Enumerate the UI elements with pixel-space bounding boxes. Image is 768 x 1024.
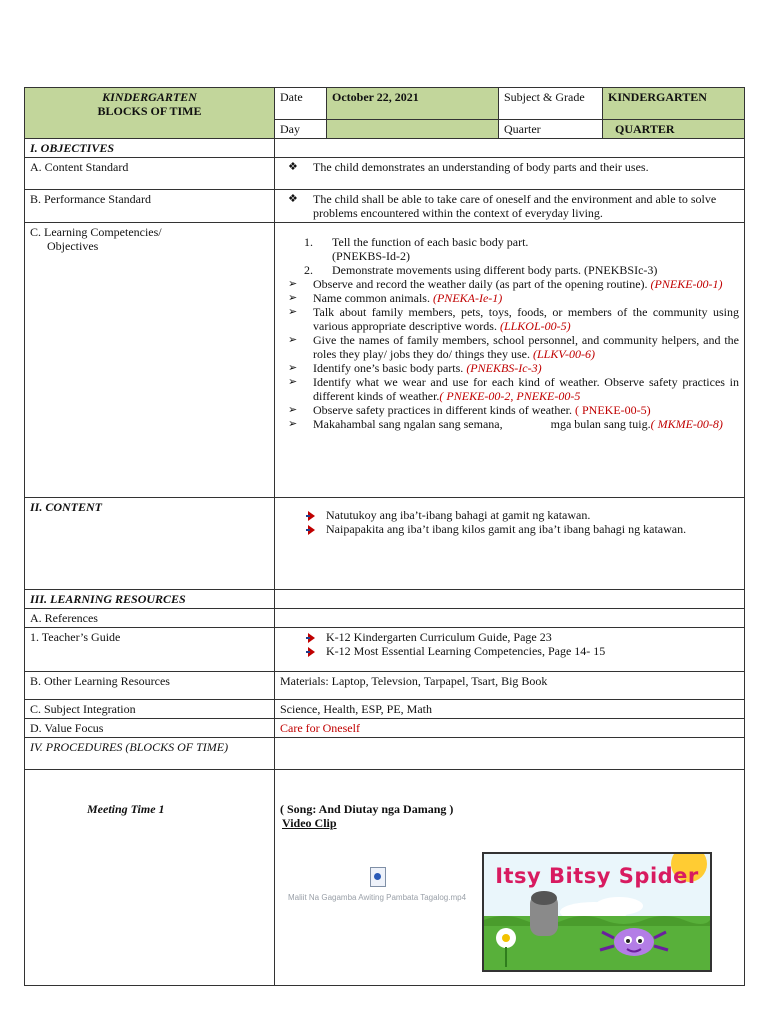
competency-code: (PNEKE-00-1) — [650, 277, 723, 291]
content-item — [280, 508, 739, 522]
performance-standard-text: The child shall be able to take care of oneself and the environment and able to solve problems encountered within the context of everyday living. — [313, 192, 717, 220]
performance-standard-label: B. Performance Standard — [25, 190, 275, 223]
reference-text: K-12 Kindergarten Curriculum Guide, Page 23 — [326, 630, 552, 644]
objectives-heading-right — [275, 139, 745, 158]
competency-bullet-item — [280, 375, 739, 403]
arrowhead-bullet-icon: ➢ — [288, 278, 298, 290]
competency-code: (LLKOL-00-5) — [499, 319, 571, 333]
competency-bullet-item — [280, 417, 739, 431]
competency-bullet-item — [280, 305, 739, 333]
reference-text: K-12 Most Essential Learning Competencies, Page 14- 15 — [326, 644, 606, 658]
item-number: 1. — [304, 235, 313, 249]
header-title-line1: KINDERGARTEN — [102, 90, 197, 104]
header-title-cell — [25, 88, 275, 139]
video-file-icon[interactable] — [370, 867, 386, 887]
competency-numbered-item — [280, 235, 739, 263]
song-title: ( Song: And Diutay nga Damang ) — [280, 802, 454, 816]
arrowhead-bullet-icon: ➢ — [288, 334, 298, 346]
content-cell — [275, 498, 745, 590]
procedures-heading: IV. PROCEDURES (BLOCKS OF TIME) — [25, 738, 275, 770]
diamond-bullet-icon: ❖ — [288, 193, 298, 205]
other-resources-label: B. Other Learning Resources — [25, 672, 275, 700]
content-heading: II. CONTENT — [25, 498, 275, 590]
competencies-cell — [275, 223, 745, 498]
competency-text: Identify one’s basic body parts. — [313, 361, 464, 375]
arrowhead-bullet-icon: ➢ — [288, 362, 298, 374]
competency-code: (PNEKA-Ie-1) — [432, 291, 503, 305]
references-right — [275, 609, 745, 628]
arrowhead-bullet-icon: ➢ — [288, 376, 298, 388]
content-text: Natutukoy ang iba’t-ibang bahagi at gamit ng katawan. — [326, 508, 591, 522]
item-number: 2. — [304, 263, 313, 277]
competency-bullet-item — [280, 277, 739, 291]
quarter-value: QUARTER — [603, 120, 745, 139]
video-thumbnail[interactable] — [482, 852, 712, 972]
competency-text: Tell the function of each basic body part. — [332, 235, 529, 249]
content-standard-text: The child demonstrates an understanding of body parts and their uses. — [313, 160, 649, 174]
video-file-name[interactable]: Maliit Na Gagamba Awiting Pambata Tagalog.mp4 — [288, 893, 467, 902]
procedures-heading-right — [275, 738, 745, 770]
competency-code: ( MKME-00-8) — [650, 417, 723, 431]
flag-bullet-icon — [308, 633, 315, 643]
competency-code: (LLKV-00-6) — [532, 347, 595, 361]
teachers-guide-cell — [275, 628, 745, 672]
arrowhead-bullet-icon: ➢ — [288, 418, 298, 430]
competency-code: (PNEKBS-Id-2) — [332, 249, 410, 263]
flag-bullet-icon — [308, 511, 315, 521]
thumbnail-title: Itsy Bitsy Spider — [495, 864, 699, 888]
reference-item — [280, 644, 739, 658]
competency-text: Observe and record the weather daily (as part of the opening routine). — [313, 277, 648, 291]
meeting-time-cell — [25, 770, 275, 986]
resources-heading-right — [275, 590, 745, 609]
teachers-guide-label: 1. Teacher’s Guide — [25, 628, 275, 672]
competency-text: Name common animals. — [313, 291, 430, 305]
reference-item — [280, 630, 739, 644]
content-standard-cell — [275, 158, 745, 190]
content-standard-label: A. Content Standard — [25, 158, 275, 190]
resources-heading: III. LEARNING RESOURCES — [25, 590, 275, 609]
competency-code: ( PNEKE-00-5) — [575, 403, 651, 417]
quarter-label: Quarter — [499, 120, 603, 139]
value-focus-value: Care for Oneself — [275, 719, 745, 738]
objectives-heading: I. OBJECTIVES — [25, 139, 275, 158]
day-label: Day — [275, 120, 327, 139]
day-value — [327, 120, 499, 139]
competency-text: Makahambal sang ngalan sang semana, mga bulan sang tuig. — [313, 417, 651, 431]
subject-integration-label: C. Subject Integration — [25, 700, 275, 719]
references-label: A. References — [25, 609, 275, 628]
competency-text: Demonstrate movements using different body parts. (PNEKBSIc-3) — [332, 263, 658, 277]
video-clip-label: Video Clip — [282, 816, 337, 830]
other-resources-value: Materials: Laptop, Televsion, Tarpapel, Tsart, Big Book — [275, 672, 745, 700]
competency-text: Give the names of family members, school personnel, and community helpers, and the roles they play/ jobs they do/ things they use. — [313, 333, 739, 361]
value-focus-label: D. Value Focus — [25, 719, 275, 738]
competency-bullet-item — [280, 291, 739, 305]
competency-text: Talk about family members, pets, toys, foods, or members of the community using various appropriate descriptive words. — [313, 305, 739, 333]
content-text: Naipapakita ang iba’t ibang kilos gamit ang iba’t ibang bahagi ng katawan. — [326, 522, 687, 536]
competency-text: Identify what we wear and use for each kind of weather. Observe safety practices in different kinds of weather. — [313, 375, 739, 403]
competency-bullet-item — [280, 333, 739, 361]
competency-bullet-item — [280, 361, 739, 375]
subject-label: Subject & Grade — [499, 88, 603, 120]
arrowhead-bullet-icon: ➢ — [288, 404, 298, 416]
competency-code: (PNEKBS-Ic-3) — [466, 361, 542, 375]
arrowhead-bullet-icon: ➢ — [288, 306, 298, 318]
performance-standard-cell — [275, 190, 745, 223]
competencies-label-line2: Objectives — [47, 239, 99, 253]
date-value: October 22, 2021 — [327, 88, 499, 120]
flag-bullet-icon — [308, 525, 315, 535]
competencies-label — [25, 223, 275, 498]
arrowhead-bullet-icon: ➢ — [288, 292, 298, 304]
subject-value: KINDERGARTEN — [603, 88, 745, 120]
content-standard-item — [280, 160, 739, 174]
competencies-label-line1: C. Learning Competencies/ — [30, 225, 162, 239]
header-title-line2: BLOCKS OF TIME — [97, 104, 202, 118]
competency-code: ( PNEKE-00-2, PNEKE-00-5 — [439, 389, 581, 403]
content-item — [280, 522, 739, 536]
diamond-bullet-icon: ❖ — [288, 161, 298, 173]
performance-standard-item — [280, 192, 739, 220]
subject-integration-value: Science, Health, ESP, PE, Math — [275, 700, 745, 719]
competency-text: Observe safety practices in different kinds of weather. — [313, 403, 573, 417]
competency-numbered-item — [280, 263, 739, 277]
competency-bullet-item — [280, 403, 739, 417]
meeting-time-label: Meeting Time 1 — [87, 802, 165, 816]
date-label: Date — [275, 88, 327, 120]
flag-bullet-icon — [308, 647, 315, 657]
